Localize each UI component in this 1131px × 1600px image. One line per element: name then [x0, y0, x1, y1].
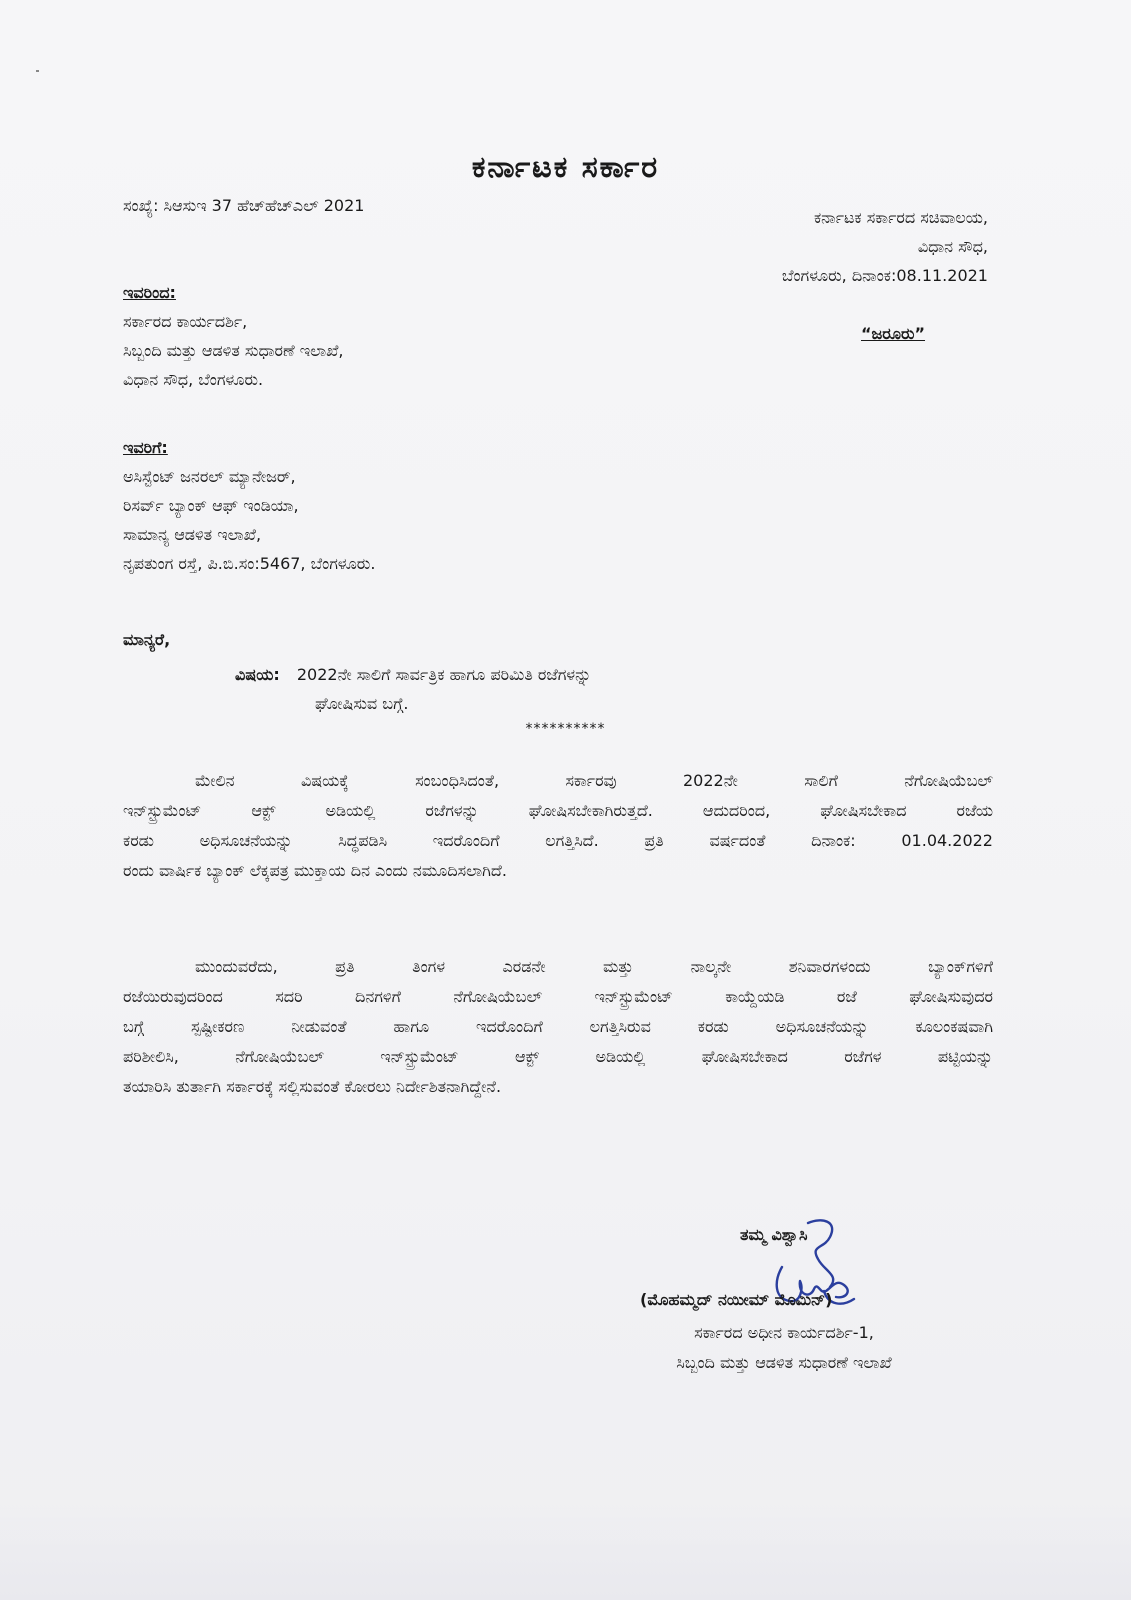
paragraph-line: ಮೇಲಿನ ವಿಷಯಕ್ಕೆ ಸಂಬಂಧಿಸಿದಂತೆ, ಸರ್ಕಾರವು 2022ನೇ ಸಾಲಿಗೆ ನೆಗೋಷಿಯೆಬಲ್ [195, 771, 993, 790]
signer-designation [620, 1318, 948, 1378]
from-line: ವಿಧಾನ ಸೌಧ, ಬೆಂಗಳೂರು. [123, 370, 264, 389]
paragraph-line: ರಜೆಯಿರುವುದರಿಂದ ಸದರಿ ದಿನಗಳಿಗೆ ನೆಗೋಷಿಯೆಬಲ್ ಇನ್‌ಸ್ಟ್ರುಮೆಂಟ್ ಕಾಯ್ದೆಯಡಿ ರಜೆ ಘೋಷಿಸುವುದರ [123, 987, 993, 1006]
body-paragraph-2 [123, 952, 993, 1102]
subject-line: 2022ನೇ ಸಾಲಿಗೆ ಸಾರ್ವತ್ರಿಕ ಹಾಗೂ ಪರಿಮಿತಿ ರಜೆಗಳನ್ನು [296, 665, 592, 684]
paragraph-line: ರಂದು ವಾರ್ಷಿಕ ಬ್ಯಾಂಕ್ ಲೆಕ್ಕಪತ್ರ ಮುಕ್ತಾಯ ದಿನ ಎಂದು ನಮೂದಿಸಲಾಗಿದೆ. [123, 861, 507, 880]
office-line: ಕರ್ನಾಟಕ ಸರ್ಕಾರದ ಸಚಿವಾಲಯ, [813, 208, 988, 227]
office-address [668, 203, 988, 290]
to-heading: ಇವರಿಗೆ: [123, 438, 168, 457]
designation-line: ಸರ್ಕಾರದ ಅಧೀನ ಕಾರ್ಯದರ್ಶಿ-1, [694, 1323, 874, 1342]
to-block [123, 433, 375, 578]
from-heading: ಇವರಿಂದ: [123, 283, 176, 302]
office-line: ವಿಧಾನ ಸೌಧ, [917, 237, 988, 256]
subject-label: ವಿಷಯ: [235, 665, 280, 684]
closing-text: ತಮ್ಮ ವಿಶ್ವಾಸಿ [740, 1225, 808, 1244]
page-title: ಕರ್ನಾಟಕ ಸರ್ಕಾರ [471, 150, 660, 185]
paragraph-line: ಇನ್‌ಸ್ಟ್ರುಮೆಂಟ್ ಆಕ್ಟ್ ಅಡಿಯಲ್ಲಿ ರಜೆಗಳನ್ನು ಘೋಷಿಸಬೇಕಾಗಿರುತ್ತದೆ. ಆದುದರಿಂದ, ಘೋಷಿಸಬೇಕಾದ ರಜೆಯ [123, 801, 993, 820]
to-line: ರಿಸರ್ವ್ ಬ್ಯಾಂಕ್ ಆಫ್ ಇಂಡಿಯಾ, [123, 496, 299, 515]
body-paragraph-1 [123, 766, 993, 886]
paragraph-line: ಮುಂದುವರೆದು, ಪ್ರತಿ ತಿಂಗಳ ಎರಡನೇ ಮತ್ತು ನಾಲ್ಕನೇ ಶನಿವಾರಗಳಂದು ಬ್ಯಾಂಕ್‌ಗಳಿಗೆ [195, 957, 993, 976]
from-block [123, 278, 344, 394]
office-date-line: ಬೆಂಗಳೂರು, ದಿನಾಂಕ:08.11.2021 [781, 266, 988, 285]
from-line: ಸಿಬ್ಬಂದಿ ಮತ್ತು ಆಡಳಿತ ಸುಧಾರಣೆ ಇಲಾಖೆ, [123, 341, 344, 360]
from-line: ಸರ್ಕಾರದ ಕಾರ್ಯದರ್ಶಿ, [123, 312, 248, 331]
scan-speck [36, 70, 39, 72]
to-line: ಸಾಮಾನ್ಯ ಆಡಳಿತ ಇಲಾಖೆ, [123, 525, 262, 544]
paragraph-line: ಪರಿಶೀಲಿಸಿ, ನೆಗೋಷಿಯೆಬಲ್ ಇನ್‌ಸ್ಟ್ರುಮೆಂಟ್ ಆಕ್ಟ್ ಅಡಿಯಲ್ಲಿ ಘೋಷಿಸಬೇಕಾದ ರಜೆಗಳ ಪಟ್ಟಿಯನ್ನು [123, 1047, 993, 1066]
paragraph-line: ತಯಾರಿಸಿ ತುರ್ತಾಗಿ ಸರ್ಕಾರಕ್ಕೆ ಸಲ್ಲಿಸುವಂತೆ ಕೋರಲು ನಿರ್ದೇಶಿತನಾಗಿದ್ದೇನೆ. [123, 1077, 502, 1096]
signer-name: (ಮೊಹಮ್ಮದ್ ನಯೀಮ್ ಮೊಮಿನ್) [640, 1290, 833, 1309]
urgent-label: “ಜರೂರು” [861, 324, 926, 343]
designation-line: ಸಿಬ್ಬಂದಿ ಮತ್ತು ಆಡಳಿತ ಸುಧಾರಣೆ ಇಲಾಖೆ [676, 1353, 892, 1372]
subject-line: ಘೋಷಿಸುವ ಬಗ್ಗೆ. [315, 694, 409, 713]
to-line: ಅಸಿಸ್ಟೆಂಟ್ ಜನರಲ್ ಮ್ಯಾನೇಜರ್, [123, 467, 296, 486]
paragraph-line: ಕರಡು ಅಧಿಸೂಚನೆಯನ್ನು ಸಿದ್ಧಪಡಿಸಿ ಇದರೊಂದಿಗೆ ಲಗತ್ತಿಸಿದೆ. ಪ್ರತಿ ವರ್ಷದಂತೆ ದಿನಾಂಕ: 01.04.2022 [123, 831, 993, 850]
separator-stars: ********** [525, 721, 606, 737]
subject-block [235, 660, 835, 718]
salutation: ಮಾನ್ಯರೆ, [123, 630, 171, 649]
reference-number: ಸಂಖ್ಯೆ: ಸಿಆಸುಇ 37 ಹೆಚ್‌ಹೆಚ್‌ಎಲ್ 2021 [123, 196, 365, 215]
paragraph-line: ಬಗ್ಗೆ ಸ್ಪಷ್ಟೀಕರಣ ನೀಡುವಂತೆ ಹಾಗೂ ಇದರೊಂದಿಗೆ ಲಗತ್ತಿಸಿರುವ ಕರಡು ಅಧಿಸೂಚನೆಯನ್ನು ಕೂಲಂಕಷವಾಗಿ [123, 1017, 993, 1036]
to-line: ನೃಪತುಂಗ ರಸ್ತೆ, ಪಿ.ಬಿ.ಸಂ:5467, ಬೆಂಗಳೂರು. [123, 554, 376, 573]
